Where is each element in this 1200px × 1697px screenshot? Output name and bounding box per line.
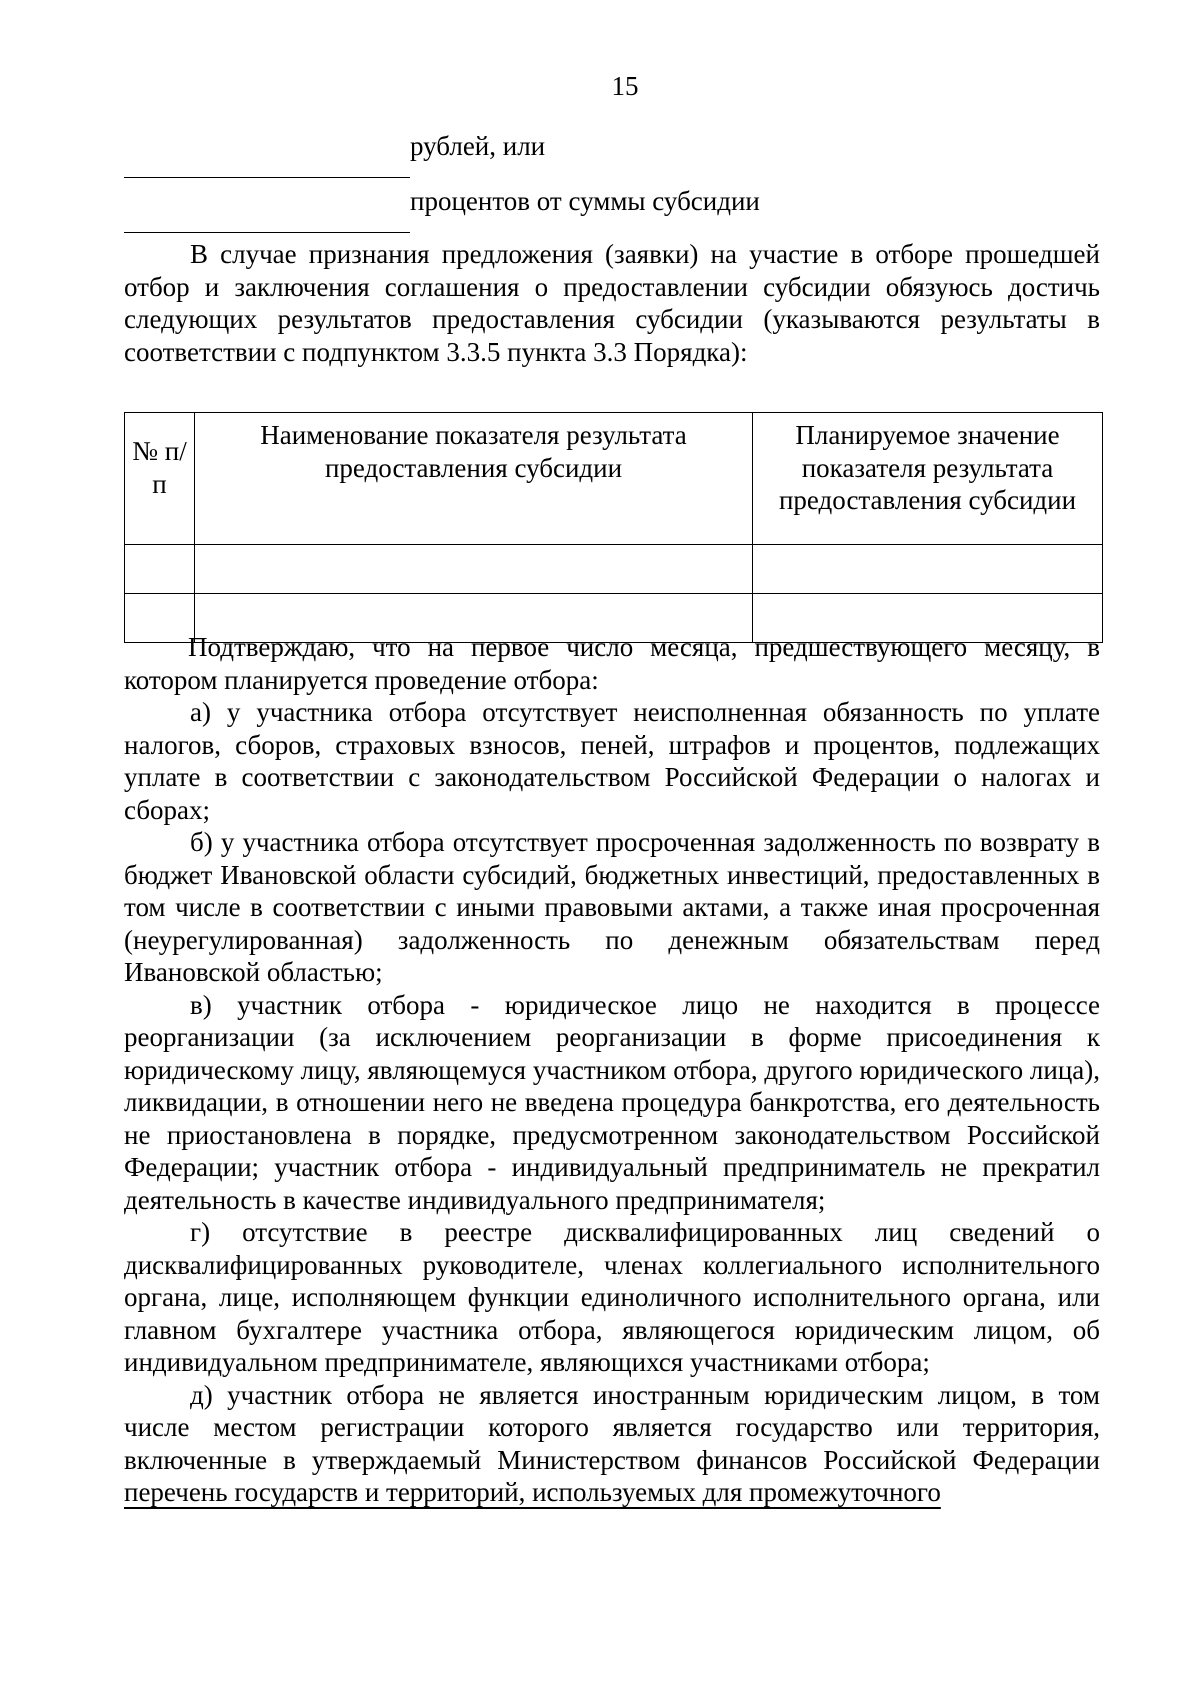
list-item-v: в) участник отбора - юридическое лицо не находится в процессе реорганизации (за исключением реорганизации в форме присоединения к юридическому лицу, являющемуся участником отбора, другого юридического лица), ликвидации, в отношении него не введена процедура банкротства, его деятельность не приостановлена в порядке, предусмотренном законодательством Российской Федерации; участник отбора - индивидуальный предприниматель не прекратил деятельность в качестве индивидуального предпринимателя; [124, 989, 1100, 1215]
page-number: 15 [611, 71, 639, 101]
list-item-d-text: д) участник отбора не является иностранным юридическим лицом, в том числе местом регистрации которого является государство или территория, включенные в утверждаемый Министерством финансов Российской Федерации [124, 1379, 1100, 1475]
confirm-paragraph: Подтверждаю, что на первое число месяца, предшествующего месяцу, в котором планируется проведение отбора: [124, 632, 1100, 695]
header-planned-value: Планируемое значение показателя результата предоставления субсидии [753, 413, 1103, 545]
list-item-d [124, 1379, 1100, 1509]
blank-field-label: рублей, или [410, 131, 546, 161]
intro-paragraph: В случае признания предложения (заявки) на участие в отборе прошедшей отбор и заключения соглашения о предоставлении субсидии обязуюсь достичь следующих результатов предоставления субсидии (указываются результаты в соответствии с подпунктом 3.3.5 пункта 3.3 Порядка): [124, 239, 1100, 367]
blank-line-rubles [124, 177, 410, 178]
list-item-g: г) отсутствие в реестре дисквалифицированных лиц сведений о дисквалифицированных руководителе, членах коллегиального исполнительного органа, лице, исполняющем функции единоличного исполнительного органа, или главном бухгалтере участника отбора, являющегося юридическим лицом, об индивидуальном предпринимателе, являющихся участниками отбора; [124, 1217, 1100, 1377]
header-indicator-name: Наименование показателя результата предоставления субсидии [195, 413, 753, 545]
table-cell [753, 545, 1103, 594]
list-item-b: б) у участника отбора отсутствует просроченная задолженность по возврату в бюджет Ивановской области субсидий, бюджетных инвестиций, предоставленных в том числе в соответствии с иными правовыми актами, а также иная просроченная (неурегулированная) задолженность по денежным обязательствам перед Ивановской областью; [124, 827, 1100, 987]
table-row [125, 545, 1103, 594]
blank-line-percent [124, 232, 410, 233]
header-number: № п/п [125, 413, 195, 545]
blank-field-label: процентов от суммы субсидии [410, 186, 760, 216]
table-cell [125, 545, 195, 594]
table-header-row [125, 413, 1103, 545]
table-cell [195, 545, 753, 594]
intro-section [124, 238, 1100, 368]
list-item-d-underlined: перечень государств и территорий, используемых для промежуточного [124, 1477, 941, 1507]
list-item-a: а) у участника отбора отсутствует неисполненная обязанность по уплате налогов, сборов, страховых взносов, пеней, штрафов и процентов, подлежащих уплате в соответствии с законодательством Российской Федерации о налогах и сборах; [124, 697, 1100, 825]
results-table [124, 412, 1102, 643]
confirmation-section [124, 631, 1100, 1509]
